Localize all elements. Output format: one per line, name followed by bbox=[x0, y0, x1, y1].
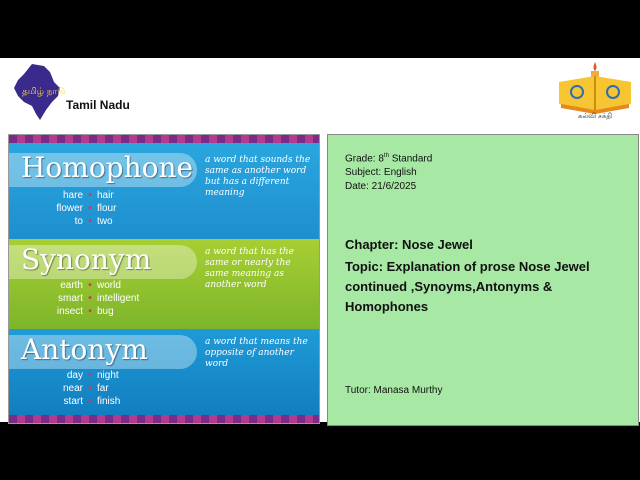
pair-row bbox=[39, 382, 120, 395]
grade-sup: th bbox=[383, 153, 389, 159]
bullet-dot: • bbox=[88, 370, 92, 381]
synonym-word: Synonym bbox=[21, 243, 152, 276]
bullet-dot: • bbox=[88, 216, 92, 227]
bullet-dot: • bbox=[88, 293, 92, 304]
pair-row bbox=[39, 189, 116, 202]
pair-left: hare bbox=[62, 190, 83, 201]
antonym-pairs bbox=[39, 369, 120, 408]
bullet-dot: • bbox=[88, 383, 92, 394]
slide bbox=[0, 58, 640, 422]
pair-right: two bbox=[97, 216, 113, 227]
subject-line: Subject: English bbox=[345, 167, 417, 179]
pair-row bbox=[39, 305, 139, 318]
pair-left: day bbox=[66, 370, 83, 381]
vocabulary-poster bbox=[8, 134, 320, 424]
pair-row bbox=[39, 369, 120, 382]
poster-top-border bbox=[9, 135, 319, 143]
chapter-title: Chapter: Nose Jewel bbox=[345, 237, 473, 252]
antonym-definition: a word that means the opposite of another word bbox=[205, 337, 308, 369]
pair-right: world bbox=[97, 280, 121, 291]
grade-line bbox=[345, 149, 432, 166]
synonym-definition: a word that has the same or nearly the same meaning as another word bbox=[205, 247, 294, 290]
right-logo-caption: கல்வி சக்தி bbox=[577, 113, 613, 120]
grade-suffix: Standard bbox=[388, 153, 433, 165]
pair-left: flower bbox=[56, 203, 83, 214]
pair-left: smart bbox=[58, 293, 83, 304]
homophone-word: Homophone bbox=[21, 151, 194, 184]
pair-right: night bbox=[97, 370, 119, 381]
pair-right: finish bbox=[97, 396, 121, 407]
tutor-name: Tutor: Manasa Murthy bbox=[345, 385, 443, 396]
pair-row bbox=[39, 215, 116, 228]
pair-row bbox=[39, 395, 120, 408]
state-name: Tamil Nadu bbox=[66, 98, 130, 112]
tamil-nadu-map-icon bbox=[10, 62, 66, 124]
pair-row bbox=[39, 202, 116, 215]
pair-right: flour bbox=[97, 203, 117, 214]
pair-left: start bbox=[63, 396, 83, 407]
homophone-pairs bbox=[39, 189, 116, 228]
pair-right: hair bbox=[97, 190, 114, 201]
grade-prefix: Grade: 8 bbox=[345, 153, 384, 165]
pair-row bbox=[39, 279, 139, 292]
pair-left: near bbox=[62, 383, 83, 394]
lesson-info-box bbox=[327, 134, 639, 426]
homophone-definition: a word that sounds the same as another word but has a different meaning bbox=[205, 155, 311, 198]
bullet-dot: • bbox=[88, 203, 92, 214]
lesson-meta bbox=[345, 149, 432, 194]
topic-text: Topic: Explanation of prose Nose Jewel continued ,Synoyms,Antonyms & Homophones bbox=[345, 259, 590, 314]
synonym-pairs bbox=[39, 279, 139, 318]
bullet-dot: • bbox=[88, 280, 92, 291]
poster-bottom-border bbox=[9, 415, 319, 423]
bullet-dot: • bbox=[88, 396, 92, 407]
bullet-dot: • bbox=[88, 190, 92, 201]
pair-right: bug bbox=[97, 306, 114, 317]
pair-left: to bbox=[74, 216, 83, 227]
date-line: Date: 21/6/2025 bbox=[345, 181, 417, 193]
pair-right: far bbox=[97, 383, 109, 394]
pair-right: intelligent bbox=[97, 293, 140, 304]
antonym-word: Antonym bbox=[21, 333, 148, 366]
left-logo-text: தமிழ் நாடு bbox=[22, 87, 66, 97]
pair-left: insect bbox=[56, 306, 83, 317]
pair-row bbox=[39, 292, 139, 305]
pair-left: earth bbox=[60, 280, 83, 291]
bullet-dot: • bbox=[88, 306, 92, 317]
